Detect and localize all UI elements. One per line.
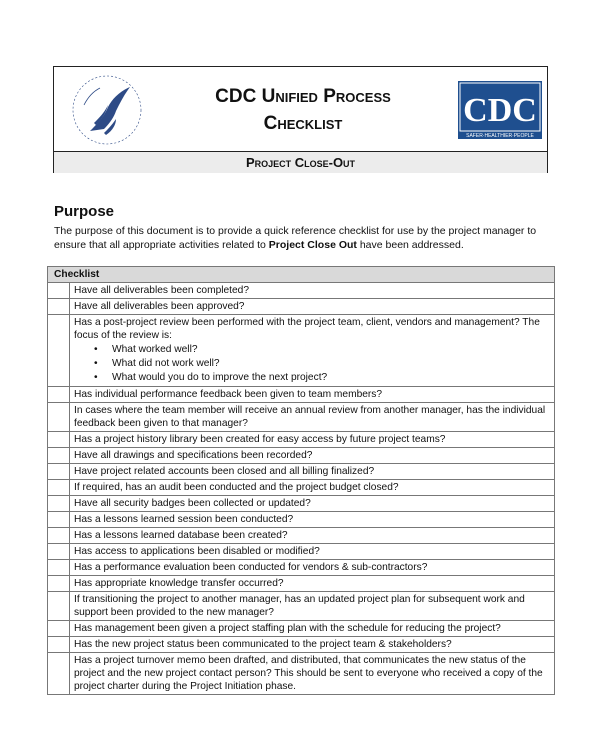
checkbox-cell[interactable]	[48, 621, 70, 637]
svg-text:SAFER·HEALTHIER·PEOPLE: SAFER·HEALTHIER·PEOPLE	[466, 133, 534, 139]
checkbox-cell[interactable]	[48, 299, 70, 315]
checkbox-cell[interactable]	[48, 637, 70, 653]
checkbox-cell[interactable]	[48, 432, 70, 448]
checklist-item: Has a post-project review been performed with the project team, client, vendors and management? The focus of the review is: • What worked well? • What did not work well? • What would you do to improve the next project?	[70, 315, 555, 387]
checklist-item: Has management been given a project staffing plan with the schedule for reducing the project?	[70, 621, 555, 637]
table-row	[48, 299, 555, 315]
checklist-item: Have all deliverables been completed?	[70, 283, 555, 299]
svg-text:CDC: CDC	[463, 92, 537, 129]
checkbox-cell[interactable]	[48, 387, 70, 403]
checkbox-cell[interactable]	[48, 283, 70, 299]
table-row	[48, 637, 555, 653]
checkbox-cell[interactable]	[48, 480, 70, 496]
checklist-item: Have all deliverables been approved?	[70, 299, 555, 315]
checklist-item: Has appropriate knowledge transfer occurred?	[70, 576, 555, 592]
cdc-logo-icon	[458, 81, 542, 139]
checklist-item: In cases where the team member will receive an annual review from another manager, has the individual feedback been given to that manager?	[70, 403, 555, 432]
checklist-item: Has a project turnover memo been drafted, and distributed, that communicates the new status of the project and the new project contact person? This should be sent to everyone who received a copy of the project charter during the Project Initiation phase.	[70, 653, 555, 695]
checkbox-cell[interactable]	[48, 315, 70, 387]
checklist-item: Has individual performance feedback been given to team members?	[70, 387, 555, 403]
table-row	[48, 621, 555, 637]
table-row	[48, 496, 555, 512]
purpose-paragraph: The purpose of this document is to provide a quick reference checklist for use by the project manager to ensure that all appropriate activities related to Project Close Out have been addressed.	[54, 225, 537, 251]
checkbox-cell[interactable]	[48, 576, 70, 592]
table-row	[48, 512, 555, 528]
checkbox-cell[interactable]	[48, 512, 70, 528]
table-row	[48, 576, 555, 592]
checklist-item: Has a performance evaluation been conducted for vendors & sub-contractors?	[70, 560, 555, 576]
checklist-item: Has a lessons learned session been conducted?	[70, 512, 555, 528]
checklist-header: Checklist	[48, 267, 555, 283]
checkbox-cell[interactable]	[48, 592, 70, 621]
checkbox-cell[interactable]	[48, 528, 70, 544]
review-bullet-list	[74, 343, 550, 385]
checkbox-cell[interactable]	[48, 496, 70, 512]
checklist-table	[47, 266, 555, 695]
table-row	[48, 560, 555, 576]
table-row	[48, 592, 555, 621]
checklist-item: Has a project history library been created for easy access by future project teams?	[70, 432, 555, 448]
document-header	[53, 66, 548, 173]
table-row	[48, 528, 555, 544]
table-row	[48, 403, 555, 432]
checklist-item: Have all drawings and specifications been recorded?	[70, 448, 555, 464]
table-row	[48, 448, 555, 464]
checkbox-cell[interactable]	[48, 464, 70, 480]
table-row	[48, 315, 555, 387]
checklist-item: Have all security badges been collected or updated?	[70, 496, 555, 512]
list-item: • What would you do to improve the next project?	[112, 371, 550, 385]
checkbox-cell[interactable]	[48, 560, 70, 576]
list-item: • What did not work well?	[112, 357, 550, 371]
table-row	[48, 464, 555, 480]
table-row	[48, 387, 555, 403]
table-row	[48, 283, 555, 299]
purpose-heading: Purpose	[54, 203, 115, 220]
checklist-item: Has the new project status been communicated to the project team & stakeholders?	[70, 637, 555, 653]
checklist-item: If required, has an audit been conducted and the project budget closed?	[70, 480, 555, 496]
list-item: • What worked well?	[112, 343, 550, 357]
checklist-item: Has access to applications been disabled or modified?	[70, 544, 555, 560]
section-subtitle: Project Close-Out	[54, 151, 547, 173]
table-row	[48, 544, 555, 560]
checklist-item: Have project related accounts been closed and all billing finalized?	[70, 464, 555, 480]
checkbox-cell[interactable]	[48, 653, 70, 695]
table-row	[48, 480, 555, 496]
checklist-item: If transitioning the project to another manager, has an updated project plan for subsequent work and support been provided to the new manager?	[70, 592, 555, 621]
checkbox-cell[interactable]	[48, 403, 70, 432]
table-row	[48, 432, 555, 448]
checkbox-cell[interactable]	[48, 448, 70, 464]
hhs-seal-icon	[70, 73, 144, 147]
table-row	[48, 653, 555, 695]
checklist-item: Has a lessons learned database been created?	[70, 528, 555, 544]
document-title: CDC Unified Process Checklist	[215, 86, 391, 134]
checklist-header-row	[48, 267, 555, 283]
checkbox-cell[interactable]	[48, 544, 70, 560]
